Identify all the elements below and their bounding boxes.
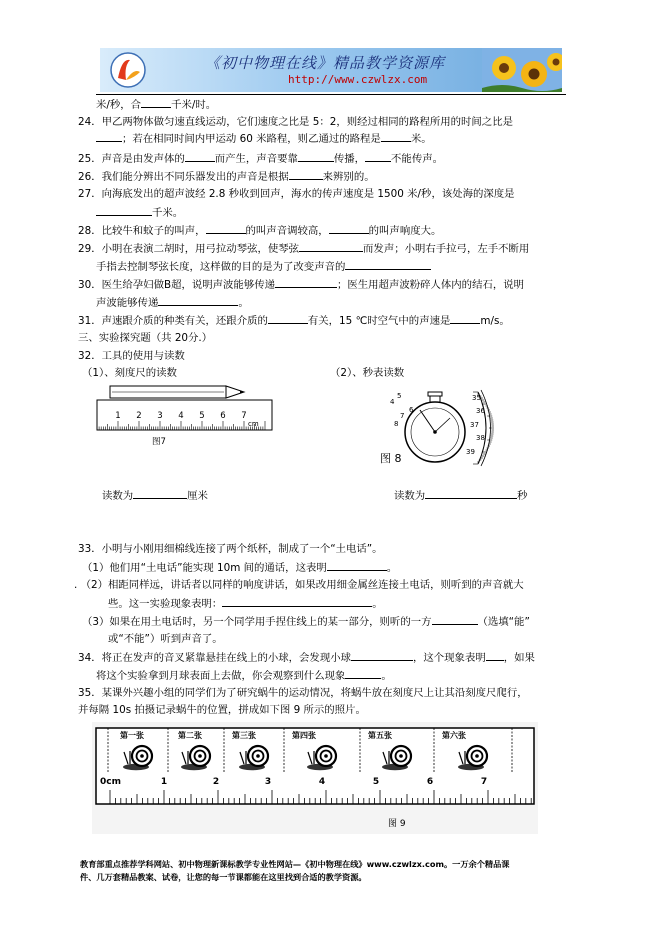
fig8-second-label: 35 <box>472 394 481 402</box>
fig9-frame-label: 第一张 <box>120 731 144 740</box>
fig7-tick-label: 4 <box>178 411 184 421</box>
fig9-caption: 图 9 <box>388 819 406 829</box>
question-32: 32．工具的使用与读数 <box>78 350 185 362</box>
fig8-minute-label: 8 <box>394 420 399 428</box>
fig7-tick-label: 5 <box>199 411 205 421</box>
reading-ruler: 读数为 厘米 <box>102 490 208 502</box>
figure-8-stopwatch <box>360 380 510 472</box>
fig8-second-label: 37 <box>470 421 479 429</box>
question-24b: ；若在相同时间内甲运动 60 米路程，则乙通过的路程是 米。 <box>96 131 432 146</box>
question-33-3a: （3）如果在用土电话时，另一个同学用手捏住线上的某一部分，则听的一方 （选填“能” <box>82 616 530 628</box>
fig9-tick-label: 6 <box>426 777 434 787</box>
site-logo-icon <box>108 50 148 90</box>
question-27a: 27．向海底发出的超声波经 2.8 秒收到回声，海水的传声速度是 1500 米/秒，该处海的深度是 <box>78 188 515 200</box>
footer <box>80 858 590 884</box>
question-35b: 并每隔 10s 拍摄记录蜗牛的位置，拼成如下图 9 所示的照片。 <box>78 704 366 716</box>
fig9-frame-label: 第四张 <box>292 731 316 740</box>
fig9-frame-label: 第二张 <box>178 731 202 740</box>
question-24a: 24．甲乙两物体做匀速直线运动，它们速度之比是 5：2，则经过相同的路程所用的时间之比是 <box>78 116 513 128</box>
fig7-caption: 图7 <box>152 437 166 447</box>
fig7-tick-label: 2 <box>136 411 142 421</box>
question-29a: 29．小明在表演二胡时，用弓拉动琴弦，使琴弦 而发声；小明右手拉弓，左手不断用 <box>78 243 530 255</box>
fig8-inner-label: 5 <box>397 392 402 400</box>
footer-line-1: 教育部重点推荐学科网站、初中物理新课标教学专业性网站—《初中物理在线》www.czwlzx.com。一万余个精品课 <box>80 859 510 869</box>
fig8-minute-label: 6 <box>409 406 414 414</box>
question-34b: 将这个实验拿到月球表面上去做，你会观察到什么现象 。 <box>96 670 392 682</box>
pencil-icon <box>110 386 244 398</box>
reading-stopwatch: 读数为 秒 <box>394 490 528 502</box>
fig7-tick-label: 1 <box>115 411 121 421</box>
question-25: 25．声音是由发声体的 而产生，声音要靠 传播， 不能传声。 <box>78 153 443 165</box>
question-26: 26．我们能分辨出不同乐器发出的声音是根据 来辨别的。 <box>78 171 375 183</box>
fig8-second-label: 38 <box>476 434 485 442</box>
question-30b: 声波能够传递 。 <box>96 297 249 309</box>
fig7-tick-label: 3 <box>157 411 163 421</box>
question-32-sub2: （2）、秒表读数 <box>330 367 405 379</box>
line-0: 米/秒，合 千米/时。 <box>96 99 217 111</box>
fig7-unit: cm <box>248 420 259 428</box>
fig9-frame-label: 第六张 <box>442 731 466 740</box>
fig9-tick-label: 3 <box>264 777 272 787</box>
question-33-1: （1）他们用“土电话”能实现 10m 间的通话，这表明 。 <box>82 562 398 574</box>
sunflower-icon <box>482 48 562 92</box>
question-33-3b: 或“不能”）听到声音了。 <box>108 633 223 645</box>
question-33: 33．小明与小刚用细棉线连接了两个纸杯，制成了一个“土电话”。 <box>78 543 383 555</box>
fig8-inner-label: 4 <box>390 398 395 406</box>
fig9-tick-label: 7 <box>480 777 488 787</box>
banner-url[interactable]: http://www.czwlzx.com <box>288 73 428 86</box>
question-33-2a: . （2）相距同样远，讲话者以同样的响度讲话，如果改用细金属丝连接土电话，则听到的声音就大 <box>74 579 524 591</box>
question-28: 28．比较牛和蚊子的叫声， 的叫声音调较高， 的叫声响度大。 <box>78 225 442 237</box>
question-32-sub1: （1）、刻度尺的读数 <box>82 367 177 379</box>
fig9-frame-label: 第五张 <box>368 731 392 740</box>
section-3-heading: 三、实验探究题（共 20分.） <box>78 332 213 344</box>
fig8-caption: 图 8 <box>380 452 402 465</box>
fig9-origin-label: 0cm <box>100 777 121 787</box>
header-banner <box>100 48 562 92</box>
question-31: 31．声速跟介质的种类有关，还跟介质的 有关，15 ℃时空气中的声速是 m/s。 <box>78 315 510 327</box>
fig9-tick-label: 1 <box>160 777 168 787</box>
fig7-tick-label: 7 <box>241 411 247 421</box>
fig9-tick-label: 2 <box>212 777 220 787</box>
figure-9-snail-ruler <box>92 722 538 834</box>
question-29b: 手指去控制琴弦长度，这样做的目的是为了改变声音的 <box>96 259 431 274</box>
fig9-tick-label: 4 <box>318 777 326 787</box>
fig7-tick-label: 6 <box>220 411 226 421</box>
fig9-tick-label: 5 <box>372 777 380 787</box>
question-35a: 35．某课外兴趣小组的同学们为了研究蜗牛的运动情况，将蜗牛放在刻度尺上让其沿刻度尺爬行， <box>78 687 528 699</box>
footer-line-2: 件、几万套精品教案、试卷，让您的每一节课都能在这里找到合适的教学资源。 <box>80 872 367 882</box>
figure-7-ruler <box>96 382 276 450</box>
fig8-minute-label: 7 <box>400 412 405 420</box>
fig9-frame-label: 第三张 <box>232 731 256 740</box>
question-30a: 30．医生给孕妇做B超，说明声波能够传递 ；医生用超声波粉碎人体内的结石，说明 <box>78 279 525 291</box>
question-33-2b: 些。这一实验现象表明： 。 <box>108 598 383 610</box>
banner-title: 《初中物理在线》精品教学资源库 <box>205 54 446 72</box>
fig8-second-label: 36 <box>476 407 485 415</box>
question-27b: 千米。 <box>96 205 183 220</box>
fig8-second-label: 39 <box>466 448 475 456</box>
question-34a: 34．将正在发声的音叉紧靠悬挂在线上的小球，会发现小球 ，这个现象表明 ，如果 <box>78 652 535 664</box>
header-rule <box>96 94 566 95</box>
